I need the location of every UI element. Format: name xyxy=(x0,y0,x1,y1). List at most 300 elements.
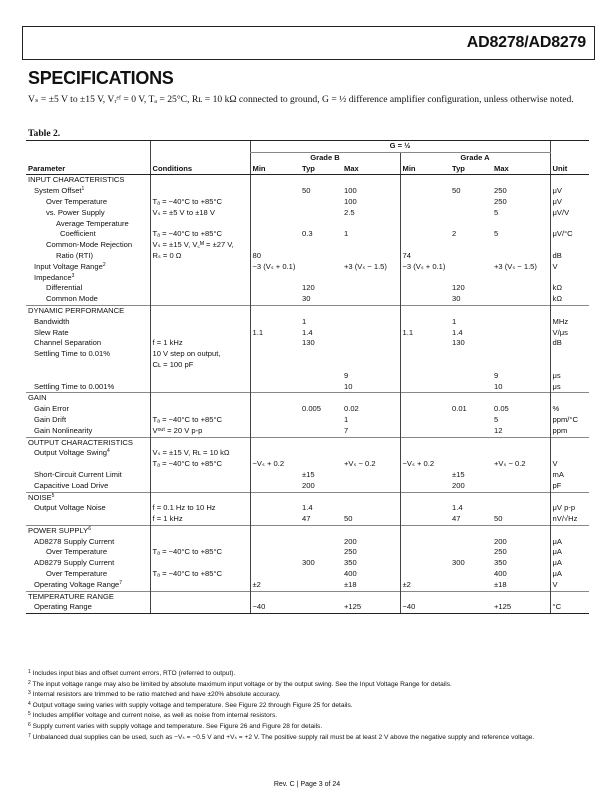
intro-text: Vₛ = ±5 V to ±15 V, Vᵣᵉᶠ = 0 V, Tₐ = 25°C, Rʟ = 10 kΩ connected to ground, G = ½ difference amplifier configuration, unless otherwise noted. xyxy=(28,94,574,105)
conditions-cell-text: f = 1 kHz xyxy=(152,338,183,348)
a-typ-cell-text: 130 xyxy=(452,338,465,348)
footnote xyxy=(28,689,588,700)
unit-cell-text: μV xyxy=(552,196,562,206)
b-max-cell-text: 1 xyxy=(344,414,349,424)
section-row xyxy=(26,525,589,536)
b-min-cell xyxy=(250,415,300,426)
b-typ-cell-text: 1.4 xyxy=(302,327,313,337)
param-cell xyxy=(26,437,150,448)
param-cell xyxy=(26,251,150,262)
unit-cell xyxy=(550,459,589,470)
b-min-cell xyxy=(250,175,300,186)
unit-cell xyxy=(550,437,589,448)
b-min-cell xyxy=(250,328,300,339)
b-max-cell-text: 250 xyxy=(344,547,357,557)
a-max-cell xyxy=(492,349,550,360)
b-min-cell-text: 80 xyxy=(252,250,261,260)
a-typ-cell xyxy=(450,492,492,503)
a-max-cell xyxy=(492,503,550,514)
a-typ-cell xyxy=(450,470,492,481)
param-cell xyxy=(26,602,150,613)
a-max-cell xyxy=(492,208,550,219)
unit-cell xyxy=(550,580,589,591)
conditions-cell-text: Tₐ = −40°C to +85°C xyxy=(152,229,222,239)
b-max-cell xyxy=(342,240,400,251)
unit-cell-text: pF xyxy=(552,480,562,490)
b-max-cell-text: 10 xyxy=(344,381,353,391)
param-cell-text: TEMPERATURE RANGE xyxy=(28,591,114,601)
gain-header: G = ½ xyxy=(250,141,550,153)
param-cell xyxy=(26,338,150,349)
conditions-cell xyxy=(150,558,250,569)
footnote-number: 7 xyxy=(28,732,31,739)
b-max-cell xyxy=(342,305,400,316)
param-cell-text: System Offset xyxy=(34,186,82,196)
conditions-cell xyxy=(150,481,250,492)
conditions-cell xyxy=(150,240,250,251)
b-max-cell xyxy=(342,569,400,580)
param-cell-text: AD8278 Supply Current xyxy=(34,536,115,546)
footnote xyxy=(28,668,588,679)
b-max-cell xyxy=(342,437,400,448)
b-typ-cell xyxy=(300,240,342,251)
b-min-cell xyxy=(250,448,300,459)
b-max-cell xyxy=(342,338,400,349)
param-cell xyxy=(26,262,150,273)
unit-cell-text: MHz xyxy=(552,316,569,326)
table-row xyxy=(26,415,589,426)
conditions-cell xyxy=(150,591,250,602)
a-typ-cell xyxy=(450,404,492,415)
footnote xyxy=(28,732,588,743)
unit-cell-text: V xyxy=(552,261,558,271)
a-min-cell xyxy=(400,349,450,360)
header-row-grade xyxy=(26,152,589,163)
a-typ-cell-text: 1.4 xyxy=(452,327,463,337)
b-typ-cell xyxy=(300,448,342,459)
a-min-cell xyxy=(400,251,450,262)
param-cell-text: Bandwidth xyxy=(34,316,70,326)
param-cell xyxy=(26,547,150,558)
param-cell-text: Gain Nonlinearity xyxy=(34,425,93,435)
b-typ-cell xyxy=(300,503,342,514)
b-typ-cell xyxy=(300,360,342,371)
b-max-cell xyxy=(342,404,400,415)
table-row xyxy=(26,186,589,197)
a-min-cell xyxy=(400,262,450,273)
param-cell-text: Operating Range xyxy=(34,602,92,612)
unit-cell-text: μs xyxy=(552,370,561,380)
footnote-marker: 5 xyxy=(51,492,55,499)
table-row xyxy=(26,580,589,591)
param-cell-text: Settling Time to 0.01% xyxy=(34,349,110,359)
table-row xyxy=(26,360,589,371)
unit-cell-text: V xyxy=(552,579,558,589)
unit-cell-text: μV/V xyxy=(552,207,570,217)
unit-cell xyxy=(550,208,589,219)
a-typ-cell xyxy=(450,338,492,349)
a-min-cell xyxy=(400,273,450,284)
table-row xyxy=(26,537,589,548)
a-typ-cell-text: 1 xyxy=(452,316,457,326)
page-footer: Rev. C | Page 3 of 24 xyxy=(273,781,341,788)
unit-cell-text: ppm xyxy=(552,425,568,435)
a-max-cell xyxy=(492,558,550,569)
conditions-cell-text: Tₐ = −40°C to +85°C xyxy=(152,196,222,206)
a-typ-cell xyxy=(450,349,492,360)
b-max-cell xyxy=(342,328,400,339)
param-cell xyxy=(26,580,150,591)
b-typ-cell-text: 130 xyxy=(302,338,315,348)
a-min-cell xyxy=(400,415,450,426)
b-min-cell xyxy=(250,569,300,580)
conditions-cell-text: Vₛ = ±15 V, V꜀ᴹ = ±27 V, xyxy=(152,240,234,250)
b-max-cell xyxy=(342,602,400,613)
b-max-cell xyxy=(342,470,400,481)
conditions-cell-text: f = 1 kHz xyxy=(152,514,183,524)
b-min-cell xyxy=(250,580,300,591)
b-max-cell xyxy=(342,371,400,382)
param-cell xyxy=(26,503,150,514)
b-min-cell xyxy=(250,229,300,240)
b-max-cell-text: 2.5 xyxy=(344,207,355,217)
b-max-cell xyxy=(342,229,400,240)
unit-cell-text: μA xyxy=(552,547,562,557)
a-min-cell xyxy=(400,294,450,305)
b-max-cell xyxy=(342,175,400,186)
b-max-cell xyxy=(342,349,400,360)
a-typ-cell xyxy=(450,525,492,536)
param-cell-text: Differential xyxy=(46,283,83,293)
param-cell xyxy=(26,481,150,492)
a-min-cell-text: ±2 xyxy=(402,579,411,589)
b-min-cell xyxy=(250,382,300,393)
a-min-cell xyxy=(400,448,450,459)
b-min-cell xyxy=(250,459,300,470)
b-typ-cell xyxy=(300,437,342,448)
a-max-cell-text: 250 xyxy=(494,547,507,557)
unit-cell xyxy=(550,338,589,349)
b-min-cell xyxy=(250,492,300,503)
b-max-cell xyxy=(342,197,400,208)
b-max-cell xyxy=(342,219,400,230)
a-max-cell xyxy=(492,459,550,470)
table-row xyxy=(26,382,589,393)
a-min-cell xyxy=(400,591,450,602)
a-min-cell xyxy=(400,328,450,339)
a-max-cell xyxy=(492,382,550,393)
b-max-cell-text: +125 xyxy=(344,602,362,612)
b-min-cell xyxy=(250,525,300,536)
a-max-cell xyxy=(492,602,550,613)
a-max-cell-text: ±18 xyxy=(494,579,507,589)
a-typ-cell xyxy=(450,197,492,208)
unit-cell-text: μV xyxy=(552,186,562,196)
param-cell-text: Average Temperature xyxy=(56,218,129,228)
a-typ-cell xyxy=(450,273,492,284)
unit-cell xyxy=(550,197,589,208)
b-min-cell xyxy=(250,547,300,558)
unit-cell xyxy=(550,591,589,602)
param-cell-text: Short-Circuit Current Limit xyxy=(34,469,122,479)
table-row xyxy=(26,273,589,284)
col-a-max: Max xyxy=(492,164,550,175)
unit-cell xyxy=(550,305,589,316)
unit-cell xyxy=(550,404,589,415)
b-typ-cell-text: 1 xyxy=(302,316,307,326)
b-typ-cell xyxy=(300,328,342,339)
conditions-cell xyxy=(150,305,250,316)
unit-cell-text: μs xyxy=(552,381,561,391)
b-min-cell xyxy=(250,602,300,613)
a-min-cell xyxy=(400,437,450,448)
a-typ-cell-text: ±15 xyxy=(452,469,465,479)
table-row xyxy=(26,229,589,240)
a-max-cell-text: 5 xyxy=(494,229,499,239)
a-typ-cell xyxy=(450,262,492,273)
b-max-cell xyxy=(342,481,400,492)
a-min-cell xyxy=(400,514,450,525)
b-typ-cell-text: 300 xyxy=(302,558,315,568)
a-min-cell xyxy=(400,186,450,197)
b-min-cell-text: ±2 xyxy=(252,579,261,589)
a-typ-cell xyxy=(450,360,492,371)
col-a-min: Min xyxy=(400,164,450,175)
b-min-cell xyxy=(250,537,300,548)
b-max-cell xyxy=(342,448,400,459)
b-typ-cell xyxy=(300,317,342,328)
param-cell xyxy=(26,569,150,580)
b-typ-cell xyxy=(300,219,342,230)
a-max-cell xyxy=(492,393,550,404)
table-row xyxy=(26,426,589,437)
b-min-cell xyxy=(250,437,300,448)
unit-cell xyxy=(550,492,589,503)
unit-cell-text: ppm/°C xyxy=(552,414,578,424)
b-max-cell xyxy=(342,360,400,371)
b-typ-cell xyxy=(300,338,342,349)
col-parameter: Parameter xyxy=(26,164,150,175)
section-row xyxy=(26,591,589,602)
conditions-cell xyxy=(150,437,250,448)
a-max-cell xyxy=(492,186,550,197)
b-min-cell xyxy=(250,503,300,514)
a-max-cell xyxy=(492,251,550,262)
b-min-cell xyxy=(250,283,300,294)
b-typ-cell xyxy=(300,415,342,426)
table-row xyxy=(26,240,589,251)
a-min-cell xyxy=(400,580,450,591)
a-typ-cell-text: 300 xyxy=(452,558,465,568)
a-min-cell xyxy=(400,503,450,514)
param-cell xyxy=(26,448,150,459)
section-title: SPECIFICATIONS xyxy=(28,68,174,88)
table-row xyxy=(26,349,589,360)
conditions-cell xyxy=(150,525,250,536)
b-max-cell xyxy=(342,503,400,514)
a-max-cell xyxy=(492,317,550,328)
a-max-cell xyxy=(492,481,550,492)
a-min-cell xyxy=(400,382,450,393)
b-typ-cell-text: 47 xyxy=(302,514,311,524)
unit-cell xyxy=(550,569,589,580)
b-max-cell xyxy=(342,186,400,197)
col-b-min: Min xyxy=(250,164,300,175)
a-typ-cell xyxy=(450,240,492,251)
param-cell-text: INPUT CHARACTERISTICS xyxy=(28,175,125,185)
col-b-typ: Typ xyxy=(300,164,342,175)
conditions-cell-text: Rₛ = 0 Ω xyxy=(152,250,182,260)
param-cell xyxy=(26,492,150,503)
b-typ-cell xyxy=(300,371,342,382)
a-max-cell xyxy=(492,569,550,580)
unit-cell xyxy=(550,470,589,481)
unit-cell-text: μV/°C xyxy=(552,229,573,239)
table-row xyxy=(26,283,589,294)
col-unit: Unit xyxy=(550,164,589,175)
b-typ-cell-text: 0.005 xyxy=(302,404,322,414)
b-min-cell-text: −Vₛ + 0.2 xyxy=(252,459,285,469)
table-row xyxy=(26,338,589,349)
conditions-cell-text: Vₛ = ±15 V, Rʟ = 10 kΩ xyxy=(152,448,230,458)
table-row xyxy=(26,602,589,613)
a-max-cell xyxy=(492,514,550,525)
param-cell-text: NOISE xyxy=(28,492,52,502)
a-max-cell-text: 5 xyxy=(494,207,499,217)
b-max-cell-text: 1 xyxy=(344,229,349,239)
param-cell xyxy=(26,404,150,415)
section-row xyxy=(26,305,589,316)
conditions-cell xyxy=(150,186,250,197)
b-typ-cell xyxy=(300,305,342,316)
param-cell-text: Impedance xyxy=(34,272,72,282)
b-typ-cell xyxy=(300,229,342,240)
conditions-cell xyxy=(150,569,250,580)
section-row xyxy=(26,393,589,404)
unit-cell xyxy=(550,415,589,426)
footnote-text: Internal resistors are trimmed to be ratio matched and have ±20% absolute accuracy. xyxy=(32,691,281,699)
a-min-cell xyxy=(400,219,450,230)
b-typ-cell-text: 1.4 xyxy=(302,503,313,513)
a-max-cell xyxy=(492,371,550,382)
conditions-cell xyxy=(150,537,250,548)
b-typ-cell xyxy=(300,525,342,536)
footnote xyxy=(28,700,588,711)
a-max-cell xyxy=(492,404,550,415)
b-typ-cell xyxy=(300,208,342,219)
b-typ-cell xyxy=(300,382,342,393)
unit-cell xyxy=(550,481,589,492)
b-typ-cell xyxy=(300,547,342,558)
b-typ-cell xyxy=(300,283,342,294)
footnote xyxy=(28,721,588,732)
a-typ-cell xyxy=(450,371,492,382)
param-cell xyxy=(26,197,150,208)
a-max-cell-text: 0.05 xyxy=(494,404,509,414)
a-typ-cell-text: 120 xyxy=(452,283,465,293)
footnote-marker: 7 xyxy=(119,579,123,586)
a-max-cell xyxy=(492,492,550,503)
a-max-cell-text: +3 (Vₛ − 1.5) xyxy=(494,261,537,271)
unit-cell-text: V/μs xyxy=(552,327,568,337)
a-typ-cell xyxy=(450,175,492,186)
unit-cell xyxy=(550,240,589,251)
conditions-cell xyxy=(150,262,250,273)
b-max-cell xyxy=(342,382,400,393)
a-max-cell-text: 200 xyxy=(494,536,507,546)
conditions-cell xyxy=(150,547,250,558)
footnote-text: The input voltage range may also be limited by absolute maximum input voltage or by the output swing. See the Input Voltage Range for details. xyxy=(32,680,452,688)
a-typ-cell-text: 200 xyxy=(452,480,465,490)
a-typ-cell xyxy=(450,328,492,339)
b-max-cell-text: 100 xyxy=(344,196,357,206)
param-cell xyxy=(26,294,150,305)
a-min-cell xyxy=(400,537,450,548)
conditions-cell xyxy=(150,448,250,459)
a-max-cell xyxy=(492,294,550,305)
b-max-cell-text: 200 xyxy=(344,536,357,546)
footnotes xyxy=(28,668,588,742)
unit-cell xyxy=(550,175,589,186)
param-cell xyxy=(26,229,150,240)
b-max-cell xyxy=(342,591,400,602)
a-max-cell xyxy=(492,219,550,230)
conditions-cell-text: Tₐ = −40°C to +85°C xyxy=(152,569,222,579)
conditions-cell-text: f = 0.1 Hz to 10 Hz xyxy=(152,503,216,513)
a-min-cell xyxy=(400,459,450,470)
table-row xyxy=(26,558,589,569)
unit-cell xyxy=(550,371,589,382)
b-min-cell xyxy=(250,514,300,525)
param-cell xyxy=(26,426,150,437)
b-typ-cell xyxy=(300,186,342,197)
header-box xyxy=(22,26,595,60)
conditions-cell-text: Tₐ = −40°C to +85°C xyxy=(152,459,222,469)
conditions-cell xyxy=(150,470,250,481)
b-typ-cell xyxy=(300,251,342,262)
conditions-cell-text: 10 V step on output, xyxy=(152,349,221,359)
param-cell-text: Settling Time to 0.001% xyxy=(34,381,115,391)
conditions-cell xyxy=(150,197,250,208)
param-cell xyxy=(26,317,150,328)
b-min-cell xyxy=(250,393,300,404)
conditions-cell xyxy=(150,492,250,503)
param-cell xyxy=(26,525,150,536)
b-typ-cell xyxy=(300,514,342,525)
b-min-cell-text: 1.1 xyxy=(252,327,264,337)
b-min-cell xyxy=(250,186,300,197)
table-row xyxy=(26,219,589,230)
unit-cell-text: nV/√Hz xyxy=(552,514,578,524)
table-row xyxy=(26,448,589,459)
param-cell xyxy=(26,470,150,481)
b-min-cell xyxy=(250,240,300,251)
param-cell xyxy=(26,208,150,219)
b-typ-cell xyxy=(300,426,342,437)
a-typ-cell xyxy=(450,294,492,305)
a-min-cell xyxy=(400,338,450,349)
b-max-cell-text: 7 xyxy=(344,425,349,435)
unit-cell-text: μA xyxy=(552,558,562,568)
b-max-cell-text: 50 xyxy=(344,514,353,524)
b-max-cell-text: 9 xyxy=(344,370,349,380)
a-typ-cell xyxy=(450,219,492,230)
a-min-cell xyxy=(400,229,450,240)
b-max-cell-text: 400 xyxy=(344,569,357,579)
b-min-cell xyxy=(250,305,300,316)
param-cell xyxy=(26,558,150,569)
b-typ-cell xyxy=(300,580,342,591)
